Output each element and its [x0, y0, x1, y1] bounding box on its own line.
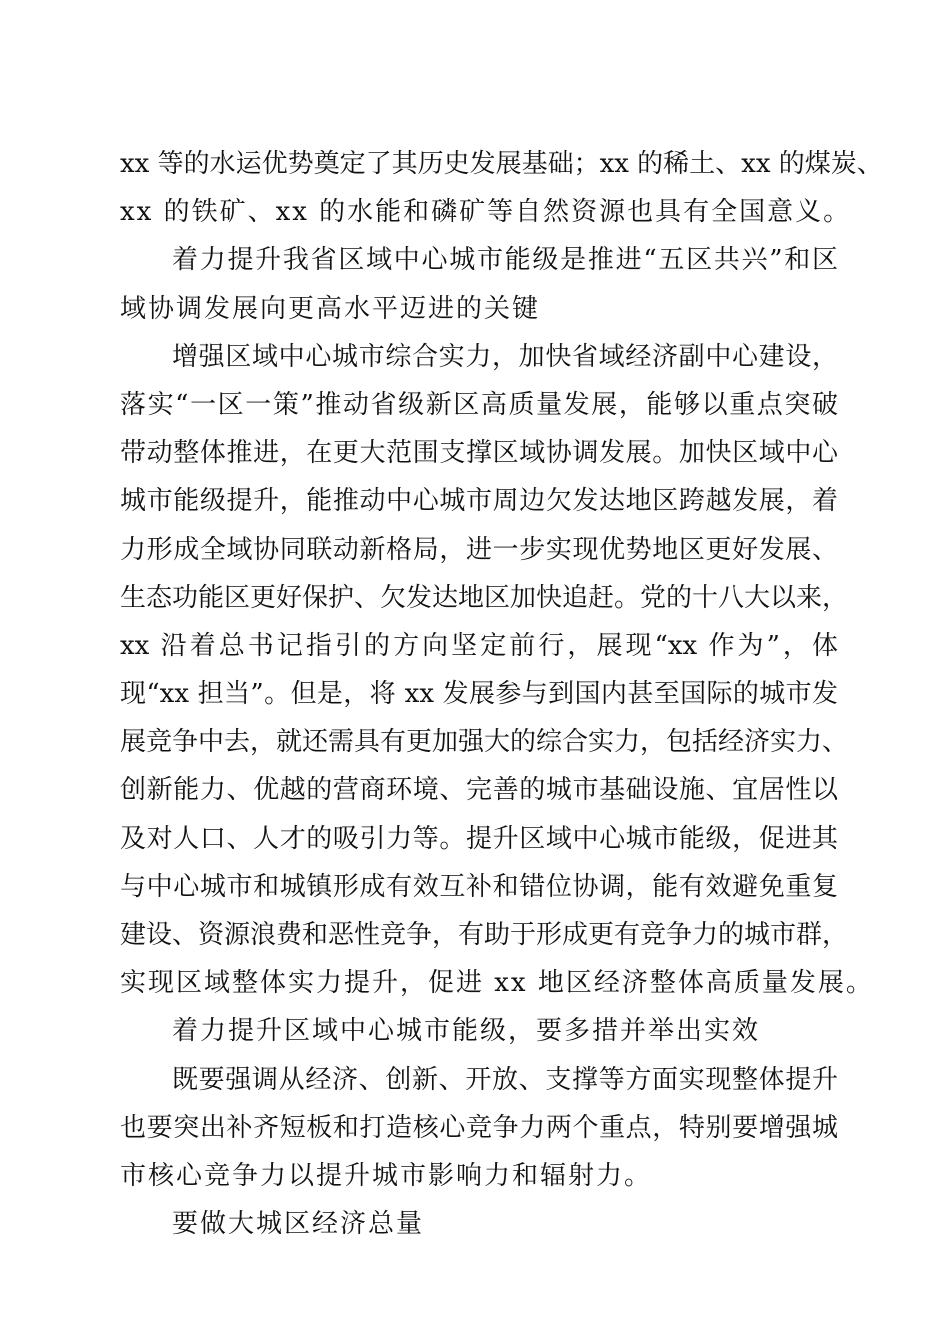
text-line: xx 的铁矿、xx 的水能和磷矿等自然资源也具有全国意义。: [120, 197, 852, 228]
text-line: 建设、资源浪费和恶性竞争，有助于形成更有竞争力的城市群，: [120, 920, 849, 950]
text-line: 现“xx 担当”。但是，将 xx 发展参与到国内甚至国际的城市发: [120, 679, 838, 710]
text-line: 实现区域整体实力提升，促进 xx 地区经济整体高质量发展。: [120, 968, 874, 999]
heading-line: 着力提升我省区域中心城市能级是推进“五区共兴”和区: [172, 245, 838, 276]
text-line: 创新能力、优越的营商环境、完善的城市基础设施、宜居性以: [120, 775, 838, 806]
text-line: 带动整体推进，在更大范围支撑区域协调发展。加快区域中心: [120, 438, 838, 469]
heading-key-to-coordination: [120, 236, 838, 332]
text-line: 也要突出补齐短板和打造核心竞争力两个重点，特别要增强城: [120, 1112, 838, 1143]
paragraph-resources: [120, 140, 883, 236]
text-line: 展竞争中去，就还需具有更加强大的综合实力，包括经济实力、: [120, 727, 849, 758]
heading-line: 着力提升区域中心城市能级，要多措并举出实效: [172, 1016, 761, 1047]
text-line: 市核心竞争力以提升城市影响力和辐射力。: [120, 1160, 653, 1191]
text-line: 既要强调从经济、创新、开放、支撑等方面实现整体提升: [172, 1064, 838, 1095]
text-line: 与中心城市和城镇形成有效互补和错位协调，能有效避免重复: [120, 871, 838, 902]
paragraph-strengthen-cities: [120, 333, 874, 1008]
heading-expand-economy: [120, 1200, 838, 1248]
text-line: 落实“一区一策”推动省级新区高质量发展，能够以重点突破: [120, 389, 838, 420]
text-line: xx 等的水运优势奠定了其历史发展基础；xx 的稀土、xx 的煤炭、: [120, 149, 883, 179]
text-line: xx 沿着总书记指引的方向坚定前行，展现“xx 作为”，体: [120, 630, 838, 661]
paragraph-overall-improvement: [120, 1056, 838, 1201]
text-line: 增强区域中心城市综合实力，加快省域经济副中心建设，: [172, 341, 838, 372]
heading-line: 要做大城区经济总量: [172, 1209, 425, 1240]
heading-multiple-measures: [120, 1007, 838, 1055]
heading-line: 域协调发展向更高水平迈进的关键: [120, 293, 541, 324]
document-page: [120, 140, 883, 1248]
text-line: 力形成全域协同联动新格局，进一步实现优势地区更好发展、: [120, 534, 838, 565]
text-line: 及对人口、人才的吸引力等。提升区域中心城市能级，促进其: [120, 823, 838, 854]
text-line: 城市能级提升，能推动中心城市周边欠发达地区跨越发展，着: [120, 486, 838, 517]
text-line: 生态功能区更好保护、欠发达地区加快追赶。党的十八大以来，: [120, 582, 849, 613]
